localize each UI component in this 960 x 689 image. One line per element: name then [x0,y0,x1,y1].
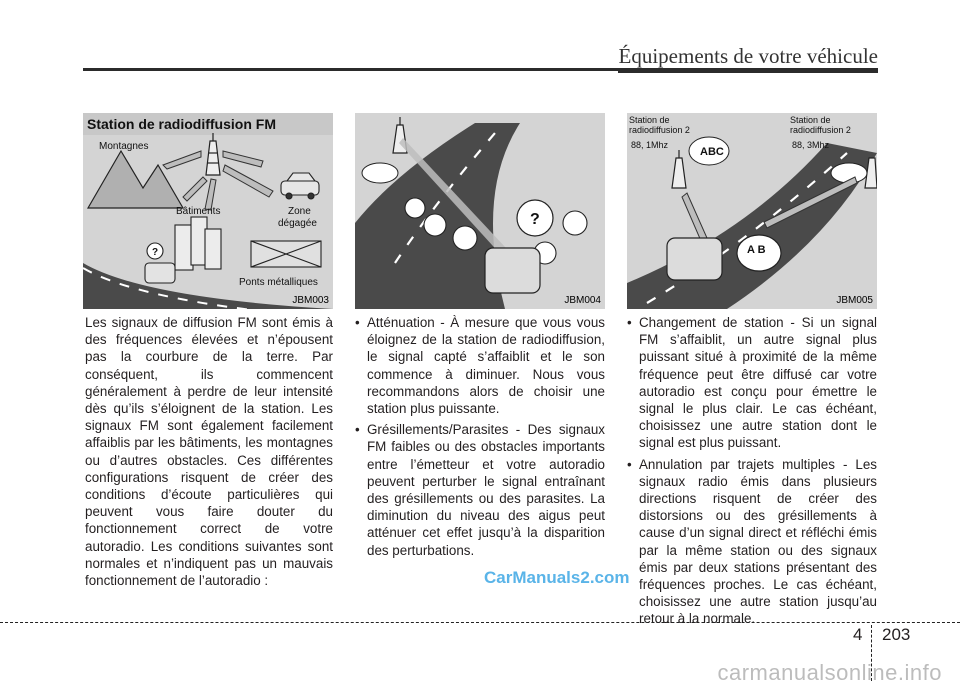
column-conditions-1 [355,314,605,563]
label-left-freq: 88, 1Mhz [631,140,669,150]
column-intro [85,314,333,589]
chapter-number: 4 [853,625,863,644]
label-clear-zone: Zone dégagée [278,206,317,229]
list-item: • Annulation par trajets multiples - Les signaux radio émis dans plusieurs directions risquent de créer des distorsions ou des grésillements à cause d’un signal direct et réfléchi émis par la même station ou des signaux émis par deux stations présentant des fréquences proches. Le cas échéant, choisissez une autre station jusqu’au retour à la normale. [627,456,877,628]
label-right-freq: 88, 3Mhz [792,140,830,150]
figure-id: JBM004 [564,295,601,306]
figure-attenuation [355,113,605,309]
list-item: • Grésillements/Parasites - Des signaux FM faibles ou des obstacles importants entre l’émetteur et votre autoradio peuvent perturber le signal entraînant des grésillements ou des parasites. La diminution du niveau des aigus peut atténuer cet effet jusqu’à la disparition des perturbations. [355,421,605,559]
label-left-station: Station de radiodiffusion 2 [629,115,690,135]
label-right-station: Station de radiodiffusion 2 [790,115,851,135]
footer-divider [0,622,960,623]
figure-id: JBM005 [836,295,873,306]
header-rule-accent [618,71,878,73]
list-item: • Atténuation - À mesure que vous vous éloignez de la station de radiodiffusion, le signal capté s’affaiblit et le son commence à diminuer. Nous vous recommandons alors de choisir une station plus puissante. [355,314,605,417]
figure-id: JBM003 [292,295,329,306]
svg-text:A B: A B [747,244,766,256]
list-item: • Changement de station - Si un signal FM s’affaiblit, un autre signal plus puissant situé à proximité de la même fréquence peut être diffusé car votre autoradio est conçu pour émettre le signal le plus clair. Le cas échéant, choisissez une autre station dont le signal est plus puissant. [627,314,877,452]
svg-text:?: ? [530,211,540,228]
bridge-icon [251,241,321,267]
column-conditions-2 [627,314,877,632]
figure1-title: Station de radiodiffusion FM [87,116,276,132]
intro-paragraph: Les signaux de diffusion FM sont émis à des fréquences élevées et n’épousent pas la courbure de la terre. Par conséquent, ils commencent généralement à perdre de leur intensité dès qu’ils s’éloignent de la station. Les signaux FM sont également facilement affaiblis par les bâtiments, les montagnes ou d’autres obstacles. Ces différentes configurations risquent de créer des conditions d’écoute particulières qui peuvent vous faire douter du fonctionnement correct de votre autoradio. Les conditions suivantes sont normales et n’indiquent pas un mauvais fonctionnement de l’autoradio : [85,315,333,589]
svg-text:?: ? [152,247,159,258]
figure-fm-station [83,113,333,309]
page-number: 203 [882,625,911,644]
svg-text:ABC: ABC [700,146,724,158]
noise-icon [362,163,398,183]
label-buildings: Bâtiments [176,206,221,217]
watermark-link[interactable]: CarManuals2.com [484,568,630,587]
label-bridges: Ponts métalliques [239,277,318,288]
figure-station-change [627,113,877,309]
label-mountains: Montagnes [99,141,149,152]
header-title: Équipements de votre véhicule [618,44,878,68]
footer-watermark: carmanualsonline.info [717,660,942,685]
